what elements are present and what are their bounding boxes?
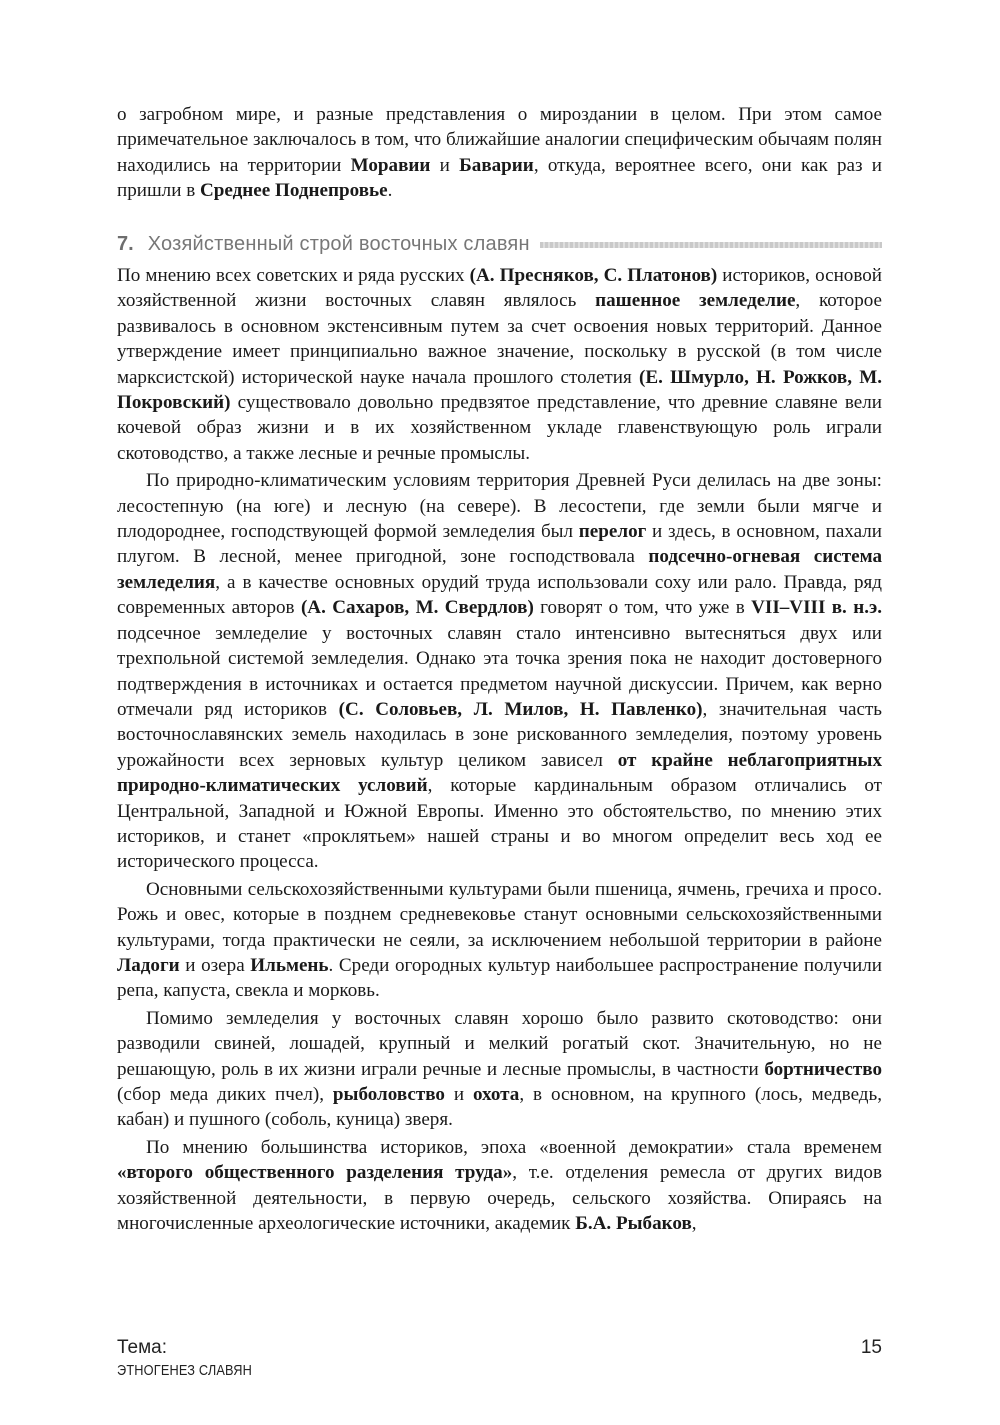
bold-term: охота [472,1084,520,1105]
text-run: существовало довольно предвзятое представление, что древние славяне вели кочевой образ жизни и в их хозяйственном укладе главенствующую роль играли скотоводство, а также лесные и речные промыслы. [117,392,882,464]
bold-term: Ладоги [117,954,180,976]
text-run: , [691,1213,697,1235]
heading-rule [540,242,882,248]
bold-term: рыболовство [332,1084,445,1105]
bold-term: «второго общественного разделения труда» [117,1162,513,1184]
paragraph-4 [117,1006,882,1133]
bold-term: бортничество [764,1058,882,1080]
text-run: , которые кардинальным образом отличались от Центральной, Западной и Южной Европы. Именно это обстоятельство, по мнению этих историков, и станет «проклятьем» нашей страны и во многом определит весь ход ее исторического процесса. [117,775,882,873]
intro-paragraph [117,102,882,204]
text-run: Помимо земледелия у восточных славян хорошо было развито скотоводство: они разводили свиней, лошадей, крупный и мелкий рогатый скот. Значительную, но не решающую, роль в их жизни играли речные и лесные промыслы, в частности [117,1007,882,1080]
footer-topic-name: ЭТНОГЕНЕЗ СЛАВЯН [117,1362,253,1379]
bold-term: Моравии [350,154,431,176]
text-run: историков, основой хозяйственной жизни восточных славян являлось [117,265,882,312]
paragraph-2 [117,468,882,875]
bold-term: (А. Пресняков, С. Платонов) [469,265,718,286]
section-heading [117,229,882,259]
bold-term: (Е. Шмурло, Н. Рожков, М. Покровский) [117,366,883,414]
text-run: , откуда, вероятнее всего, они как раз и пришли в [117,154,883,202]
page-number: 15 [860,1337,882,1358]
bold-term: Среднее Поднепровье [200,180,388,202]
text-run: , т.е. отделения ремесла от других видов хозяйственной деятельности, в первую очередь, сельского хозяйства. Опираясь на многочисленные археологические источники, академик [117,1162,882,1235]
bold-term: пашенное земледелие [595,290,796,312]
text-run: (сбор меда диких пчел), [117,1084,333,1105]
text-run: , которое развивалось в основном экстенсивным путем за счет освоения новых территорий. Данное утверждение имеет принципиально важное значение, поскольку в русской (в том числе марксистской) исторической науке начала прошлого столетия [117,290,883,388]
text-run: По мнению большинства историков, эпоха «военной демократии» стала временем [146,1136,882,1158]
bold-term: Б.А. Рыбаков [575,1213,692,1235]
text-run: и [444,1084,473,1105]
section-number: 7. [117,232,134,255]
bold-term: Ильмень [250,954,329,976]
text-run: и озера [179,954,251,976]
text-run: говорят о том, что уже в [533,597,752,619]
intro-text-block [117,102,882,204]
footer-topic-label: Тема: [117,1337,168,1358]
paragraph-3 [117,877,882,1004]
bold-term: подсечно-огневая система земледелия [117,546,882,593]
paragraph-5 [117,1135,882,1237]
bold-term: VII–VIII в. н.э. [751,597,883,619]
text-run: Основными сельскохозяйственными культурами были пшеница, ячмень, гречиха и просо. Рожь и овес, которые в позднем средневековье станут основными сельскохозяйственными культурами, тогда практически не сеяли, за исключением небольшой территории в районе [117,878,882,951]
text-run: и здесь, в основном, пахали плугом. В лесной, менее пригодной, зоне господствовала [117,521,882,568]
paragraph-1 [117,263,882,466]
text-run: подсечное земледелие у восточных славян стало интенсивно вытесняться двух или трехпольной системой земледелия. Однако эта точка зрения пока не находит достоверного подтверждения в источниках и остается предметом научной дискуссии. Причем, как верно отмечали ряд историков [117,622,882,720]
text-run: , в основном, на крупного (лось, медведь, кабан) и пушного (соболь, куница) зверя. [117,1084,882,1131]
text-run: По мнению всех советских и ряда русских [117,265,470,286]
text-run: , значительная часть восточнославянских земель находилась в зоне рискованного земледелия, поэтому уровень урожайности всех зерновых культур целиком зависел [117,698,882,771]
bold-term: от крайне неблагоприятных природно-климатических условий [117,749,883,797]
bold-term: перелог [578,521,647,543]
section-body [117,263,882,1236]
section-title: Хозяйственный строй восточных славян [147,232,530,255]
text-run: , а в качестве основных орудий труда использовали соху или рало. Правда, ряд современных авторов [117,571,882,619]
bold-term: Баварии [459,154,534,176]
text-run: и [430,154,460,176]
text-run: . Среди огородных культур наибольшее распространение получили репа, капуста, свекла и морковь. [117,954,882,1002]
bold-term: (С. Соловьев, Л. Милов, Н. Павленко) [338,698,703,720]
bold-term: (А. Сахаров, М. Свердлов) [300,597,534,619]
text-run: . [387,180,393,202]
text-run: о загробном мире, и разные представления о мироздании в целом. При этом самое примечательное заключалось в том, что ближайшие аналогии специфическим обычаям полян находились на территории [117,104,882,176]
text-run: По природно-климатическим условиям территория Древней Руси делилась на две зоны: лесостепную (на юге) и лесную (на севере). В лесостепи, где земли были мягче и плодороднее, господствующей формой земледелия был [117,470,882,543]
